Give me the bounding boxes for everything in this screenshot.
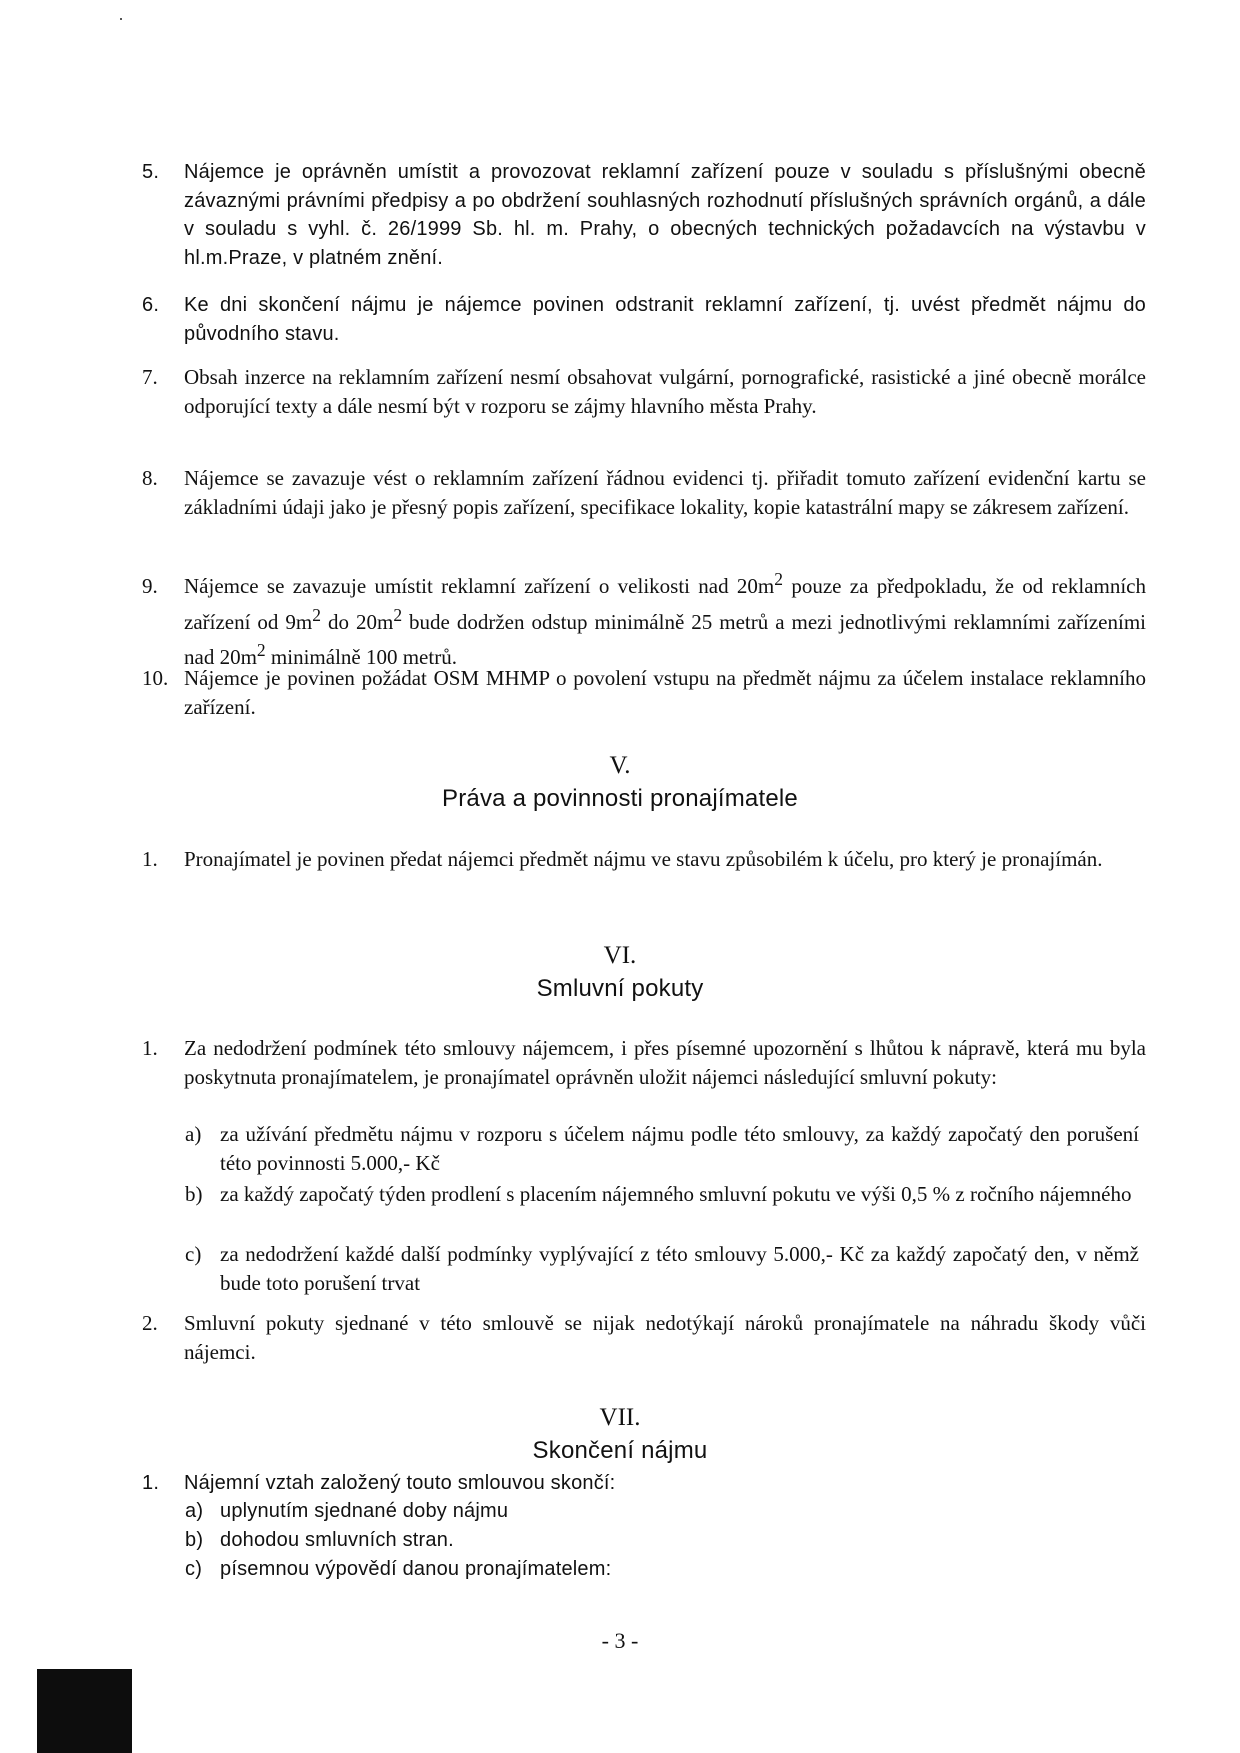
superscript: 2 <box>393 604 403 625</box>
superscript: 2 <box>256 640 266 660</box>
subclause-text: za každý započatý týden prodlení s placením nájemného smluvní pokutu ve výši 0,5 % z ročního nájemného <box>220 1182 1132 1206</box>
clause-number: 5. <box>142 161 160 183</box>
superscript: 2 <box>774 569 784 589</box>
clause-number: 1. <box>142 1036 158 1060</box>
clause-text: Ke dni skončení nájmu je nájemce povinen odstranit reklamní zařízení, tj. uvést předmět nájmu do původního stavu. <box>184 294 1146 345</box>
clause-text: Smluvní pokuty sjednané v této smlouvě se nijak nedotýkají nároků pronajímatele na náhradu škody vůči nájemci. <box>184 1311 1146 1364</box>
clause-text: Obsah inzerce na reklamním zařízení nesmí obsahovat vulgární, pornografické, rasistické a jiné obecně morálce odporující texty a dále nesmí být v rozporu se zájmy hlavního města Prahy. <box>184 365 1146 418</box>
clause-number: 9. <box>142 574 158 598</box>
subclause-vi-a <box>185 1120 1139 1177</box>
clause-text-part: bude dodržen odstup minimálně 25 metrů a mezi jednotlivými reklamními zařízeními nad 20m <box>184 609 1147 669</box>
subclause-text: písemnou výpovědí danou pronajímatelem: <box>220 1558 612 1580</box>
redaction-block <box>37 1669 132 1753</box>
clause-10 <box>142 664 1146 721</box>
clause-number: 2. <box>142 1311 158 1335</box>
subclause-text: za užívání předmětu nájmu v rozporu s účelem nájmu podle této smlouvy, za každý započatý den porušení této povinnosti 5.000,- Kč <box>220 1122 1139 1175</box>
superscript: 2 <box>312 604 321 625</box>
clause-5 <box>142 158 1146 272</box>
clause-text: Nájemce je oprávněn umístit a provozovat reklamní zařízení pouze v souladu s příslušnými obecně závaznými právními předpisy a po obdržení souhlasných rozhodnutí příslušných správních orgánů, a dále v souladu s vyhl. č. 26/1999 Sb. hl. m. Prahy, o obecných technických požadavcích na výstavbu v hl.m.Praze, v platném znění. <box>184 161 1146 269</box>
clause-number: 1. <box>142 1472 160 1494</box>
section-vi-title: Smluvní pokuty <box>536 975 704 1002</box>
subclause-vii-b <box>185 1526 1139 1555</box>
clause-text: Nájemní vztah založený touto smlouvou skončí: <box>184 1472 616 1494</box>
clause-number: 10. <box>142 666 169 690</box>
subclause-label: a) <box>185 1500 204 1522</box>
section-v-title: Práva a povinnosti pronajímatele <box>442 785 798 812</box>
clause-text-part: pouze za předpokladu, že od reklamních zařízení od 9m <box>184 574 1147 634</box>
section-v-number: V. <box>609 752 631 779</box>
clause-number: 1. <box>142 847 158 871</box>
clause-number: 7. <box>142 365 158 389</box>
clause-number: 8. <box>142 466 158 490</box>
scan-speck <box>120 18 122 20</box>
clause-v-1 <box>142 845 1146 874</box>
clause-8 <box>142 464 1146 521</box>
subclause-vi-c <box>185 1240 1139 1297</box>
clause-text-part: do 20m <box>321 609 394 634</box>
subclause-label: b) <box>185 1182 203 1206</box>
clause-text-part: Nájemce se zavazuje umístit reklamní zařízení o velikosti nad 20m <box>184 574 775 598</box>
subclause-label: a) <box>185 1122 202 1146</box>
clause-text: Nájemce se zavazuje vést o reklamním zařízení řádnou evidenci tj. přiřadit tomuto zařízení evidenční kartu se základními údaji jako je přesný popis zařízení, specifikace lokality, kopie katastrální mapy se zákresem zařízení. <box>184 466 1146 519</box>
subclause-label: b) <box>185 1529 204 1551</box>
section-vi-number: VI. <box>603 942 637 969</box>
clause-text-part: minimálně 100 metrů. <box>265 645 457 669</box>
clause-6 <box>142 291 1146 348</box>
clause-9 <box>142 565 1146 672</box>
clause-text: Pronajímatel je povinen předat nájemci předmět nájmu ve stavu způsobilém k účelu, pro který je pronajímán. <box>184 847 1103 871</box>
subclause-text: za nedodržení každé další podmínky vyplývající z této smlouvy 5.000,- Kč za každý započatý den, v němž bude toto porušení trvat <box>220 1242 1139 1295</box>
subclause-text: uplynutím sjednané doby nájmu <box>220 1500 509 1522</box>
section-vii-number: VII. <box>599 1404 641 1431</box>
section-vii-title: Skončení nájmu <box>532 1437 708 1464</box>
subclause-vi-b <box>185 1180 1139 1209</box>
clause-vii-1 <box>142 1469 1146 1498</box>
subclause-vii-c <box>185 1555 1139 1584</box>
subclause-label: c) <box>185 1242 202 1266</box>
clause-7 <box>142 363 1146 420</box>
subclause-label: c) <box>185 1558 203 1580</box>
page-number: - 3 - <box>601 1628 639 1653</box>
subclause-text: dohodou smluvních stran. <box>220 1529 454 1551</box>
clause-number: 6. <box>142 294 160 316</box>
clause-text: Nájemce je povinen požádat OSM MHMP o povolení vstupu na předmět nájmu za účelem instalace reklamního zařízení. <box>184 666 1146 719</box>
clause-vi-1 <box>142 1034 1146 1091</box>
clause-vi-2 <box>142 1309 1146 1366</box>
subclause-vii-a <box>185 1497 1139 1526</box>
clause-text: Za nedodržení podmínek této smlouvy nájemcem, i přes písemné upozornění s lhůtou k nápravě, která mu byla poskytnuta pronajímatelem, je pronajímatel oprávněn uložit nájemci následující smluvní pokuty: <box>184 1036 1146 1089</box>
